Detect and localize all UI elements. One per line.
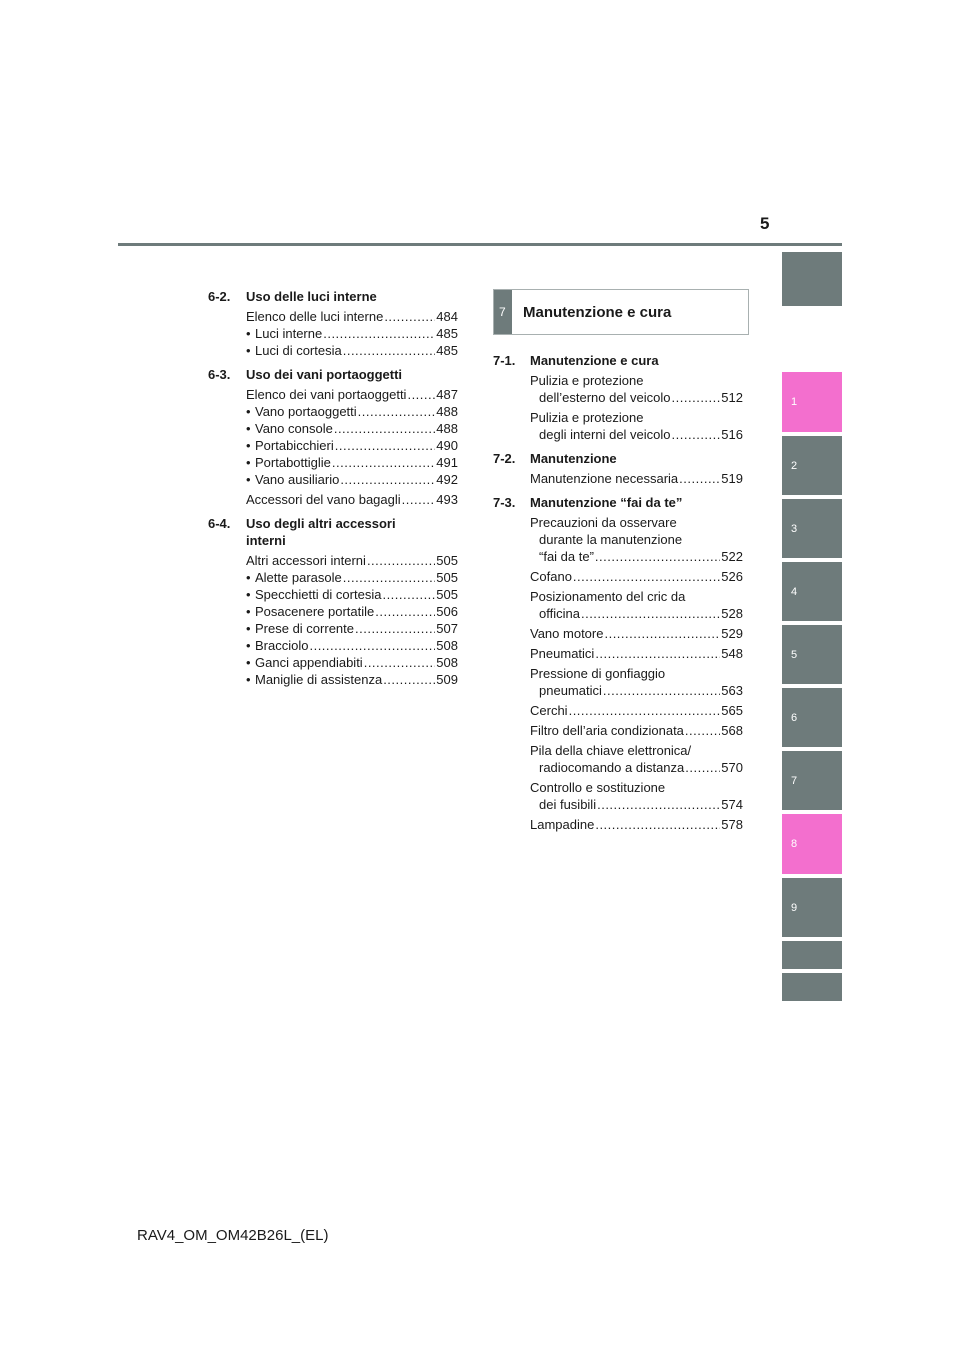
chapter-title: Manutenzione e cura: [523, 304, 672, 321]
toc-entry[interactable]: Lampadine ..... 578: [493, 816, 743, 833]
toc-subentry[interactable]: • Prese di corrente ..... 507: [208, 620, 458, 637]
toc-entry[interactable]: Controllo e sostituzione dei fusibili ..... 574: [493, 779, 743, 813]
toc-subentry[interactable]: • Vano portaoggetti ..... 488: [208, 403, 458, 420]
header-rule: [118, 243, 842, 246]
chapter-tab-6[interactable]: 6: [782, 688, 842, 747]
toc-subentry[interactable]: • Luci interne ..... 485: [208, 325, 458, 342]
chapter-tab-8[interactable]: 8: [782, 814, 842, 874]
toc-subentry[interactable]: • Alette parasole ..... 505: [208, 569, 458, 586]
chapter-tab-7[interactable]: 7: [782, 751, 842, 810]
toc-right-column: [493, 352, 743, 833]
toc-entry[interactable]: Posizionamento del cric da officina ..... 528: [493, 588, 743, 622]
toc-subentry[interactable]: • Specchietti di cortesia ..... 505: [208, 586, 458, 603]
toc-entry[interactable]: Pressione di gonfiaggio pneumatici ..... 563: [493, 665, 743, 699]
section-heading: 7-2. Manutenzione: [493, 451, 617, 466]
toc-subentry[interactable]: • Bracciolo ..... 508: [208, 637, 458, 654]
toc-entry[interactable]: Pneumatici ..... 548: [493, 645, 743, 662]
chapter-header: [493, 289, 749, 335]
toc-entry[interactable]: Cofano ..... 526: [493, 568, 743, 585]
toc-entry[interactable]: Elenco dei vani portaoggetti ..... 487: [208, 386, 458, 403]
toc-entry[interactable]: Precauzioni da osservare durante la manutenzione “fai da te” ..... 522: [493, 514, 743, 565]
toc-entry[interactable]: Pila della chiave elettronica/ radiocomando a distanza ..... 570: [493, 742, 743, 776]
toc-subentry[interactable]: • Vano ausiliario ..... 492: [208, 471, 458, 488]
toc-subentry[interactable]: • Maniglie di assistenza ..... 509: [208, 671, 458, 688]
section-heading: 6-3. Uso dei vani portaoggetti: [208, 367, 403, 382]
chapter-tab-1[interactable]: 1: [782, 372, 842, 432]
section-heading: 7-1. Manutenzione e cura: [493, 353, 659, 368]
toc-entry[interactable]: Vano motore ..... 529: [493, 625, 743, 642]
chapter-tab-index[interactable]: [782, 941, 842, 969]
section-heading: 6-2. Uso delle luci interne: [208, 289, 377, 304]
toc-subentry[interactable]: • Portabottiglie ..... 491: [208, 454, 458, 471]
section-heading: 7-3. Manutenzione “fai da te”: [493, 495, 683, 510]
section-heading: 6-4. Uso degli altri accessori interni: [208, 516, 396, 548]
chapter-number-chip: 7: [494, 290, 512, 334]
toc-entry[interactable]: Elenco delle luci interne ..... 484: [208, 308, 458, 325]
document-code: RAV4_OM_OM42B26L_(EL): [137, 1227, 329, 1244]
chapter-tab-5[interactable]: 5: [782, 625, 842, 684]
toc-subentry[interactable]: • Posacenere portatile ..... 506: [208, 603, 458, 620]
toc-entry[interactable]: Cerchi ..... 565: [493, 702, 743, 719]
chapter-tab-2[interactable]: 2: [782, 436, 842, 495]
page-number: 5: [760, 214, 770, 233]
toc-entry[interactable]: Pulizia e protezione dell’esterno del veicolo ..... 512: [493, 372, 743, 406]
chapter-tab-9[interactable]: 9: [782, 878, 842, 937]
toc-subentry[interactable]: • Luci di cortesia ..... 485: [208, 342, 458, 359]
chapter-tab-end[interactable]: [782, 973, 842, 1001]
toc-entry[interactable]: Filtro dell’aria condizionata ..... 568: [493, 722, 743, 739]
toc-subentry[interactable]: • Vano console ..... 488: [208, 420, 458, 437]
toc-subentry[interactable]: • Portabicchieri ..... 490: [208, 437, 458, 454]
chapter-tab-4[interactable]: 4: [782, 562, 842, 621]
chapter-tab[interactable]: [782, 252, 842, 306]
toc-entry[interactable]: Pulizia e protezione degli interni del veicolo ..... 516: [493, 409, 743, 443]
toc-subentry[interactable]: • Ganci appendiabiti ..... 508: [208, 654, 458, 671]
toc-entry[interactable]: Altri accessori interni ..... 505: [208, 552, 458, 569]
chapter-tab-3[interactable]: 3: [782, 499, 842, 558]
toc-entry[interactable]: Manutenzione necessaria ..... 519: [493, 470, 743, 487]
toc-entry[interactable]: Accessori del vano bagagli ..... 493: [208, 491, 458, 508]
toc-left-column: [208, 288, 458, 688]
